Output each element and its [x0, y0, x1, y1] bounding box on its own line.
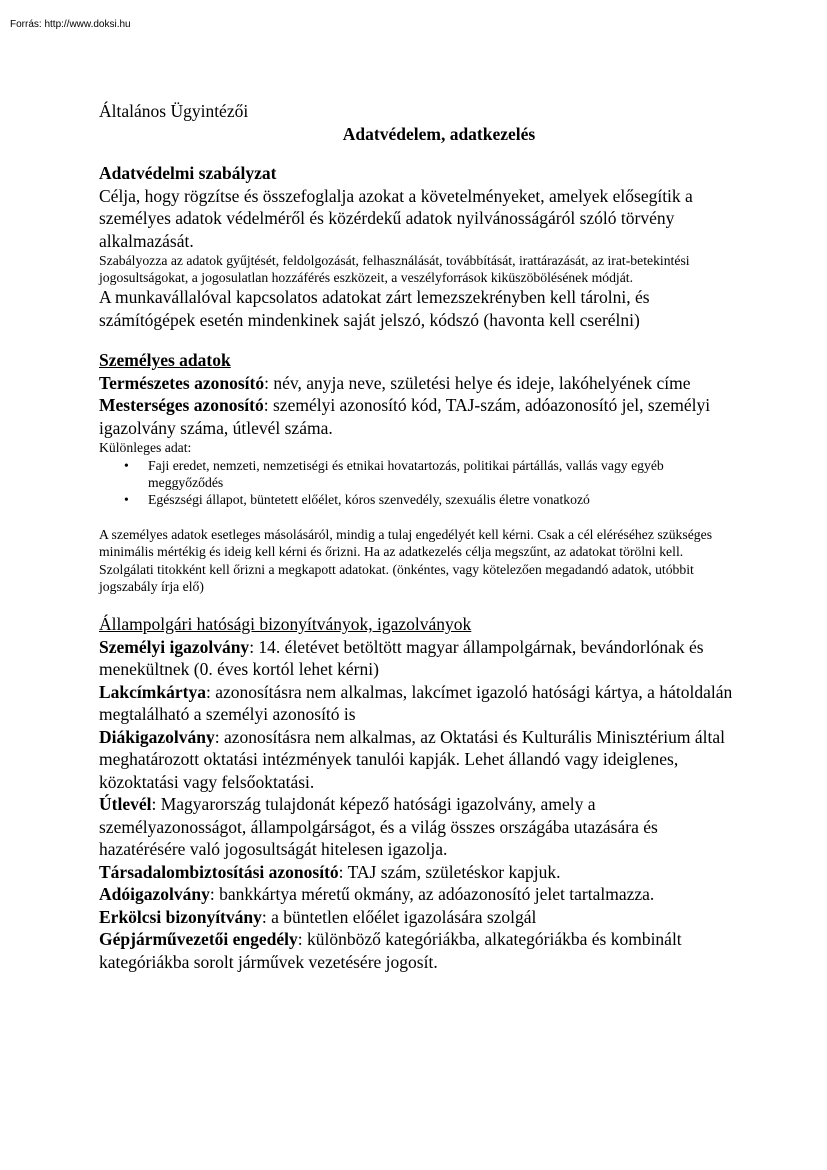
definition-term: Lakcímkártya [99, 681, 206, 702]
definition-item [99, 793, 739, 861]
privacy-policy-storage: A munkavállalóval kapcsolatos adatokat zárt lemezszekrényben kell tárolni, és számítógépek esetén mindenkinek saját jelszó, kódszó (havonta kell cserélni) [99, 287, 650, 330]
definition-term: Útlevél [99, 794, 152, 815]
bullet-icon: • [124, 492, 129, 508]
list-item [99, 457, 739, 491]
definition-desc: : TAJ szám, születéskor kapjuk. [338, 861, 561, 882]
definition-item [99, 906, 739, 929]
special-data-label: Különleges adat: [99, 440, 192, 456]
section-heading-personal-data: Személyes adatok [99, 350, 231, 371]
definition-term: Gépjárművezetői engedély [99, 929, 298, 950]
source-label: Forrás: http://www.doksi.hu [10, 19, 131, 30]
definition-desc: : azonosításra nem alkalmas, az Oktatási és Kulturális Minisztérium által meghatározott oktatási intézmények tanulói kapják. Lehet állandó vagy ideiglenes, közoktatási vagy felsőoktatási. [99, 726, 725, 792]
definition-desc: : Magyarország tulajdonát képező hatósági igazolvány, amely a személyazonosságot, állampolgárságot, és a világ összes országába utazására és hazatérésére való jogosultságát hitelesen igazolja. [99, 794, 658, 860]
document-header: Általános Ügyintézői [99, 101, 249, 121]
privacy-policy-purpose: Célja, hogy rögzítse és összefoglalja azokat a követelményeket, amelyek elősegítik a személyes adatok védelméről és közérdekű adatok nyilvánosságáról szóló törvény alkalmazását. [99, 185, 693, 251]
natural-identifier-desc: : név, anyja neve, születési helye és ideje, lakóhelyének címe [264, 372, 691, 393]
personal-data-note: A személyes adatok esetleges másolásáról, mindig a tulaj engedélyét kell kérni. Csak a cél eléréséhez szükséges minimális mértékig és ideig kell kérni és őrizni. Ha az adatkezelés célja megszűnt, az adatokat törölni kell. Szolgálati titokként kell őrizni a megkapott adatokat. (önkéntes, vagy kötelezően megadandó adatok, utóbbit jogszabály írja elő) [99, 527, 713, 594]
section-heading-certificates: Állampolgári hatósági bizonyítványok, igazolványok [99, 614, 472, 635]
document-page [99, 100, 739, 973]
artificial-identifier-desc: : személyi azonosító kód, TAJ-szám, adóazonosító jel, személyi igazolvány száma, útlevél száma. [99, 395, 711, 438]
definition-desc: : különböző kategóriákba, alkategóriákba és kombinált kategóriákba sorolt járművek vezetésére jogosít. [99, 929, 682, 972]
page-title: Adatvédelem, adatkezelés [342, 123, 536, 144]
definition-item [99, 681, 739, 726]
natural-identifier [99, 372, 739, 395]
definition-item [99, 928, 739, 973]
definition-desc: : a büntetlen előélet igazolására szolgál [261, 906, 537, 927]
definition-term: Személyi igazolvány [99, 636, 250, 657]
artificial-identifier [99, 394, 739, 439]
definition-item [99, 636, 739, 681]
definition-term: Adóigazolvány [99, 884, 210, 905]
bullet-icon: • [124, 457, 129, 473]
definition-desc: : azonosításra nem alkalmas, lakcímet igazoló hatósági kártya, a hátoldalán megtalálható a személyi azonosító is [99, 681, 733, 725]
definition-item [99, 883, 739, 906]
section-heading-privacy-policy: Adatvédelmi szabályzat [99, 163, 277, 183]
list-item-text: Egészségi állapot, büntetett előélet, kóros szenvedély, szexuális életre vonatkozó [148, 492, 590, 508]
definition-term: Diákigazolvány [99, 726, 215, 747]
list-item [99, 491, 739, 508]
list-item-text: Faji eredet, nemzeti, nemzetiségi és etnikai hovatartozás, politikai pártállás, vallás vagy egyéb meggyőződés [148, 457, 664, 490]
privacy-policy-scope: Szabályozza az adatok gyűjtését, feldolgozását, felhasználását, továbbítását, irattárazását, az irat-betekintési jogosultságokat, a jogosulatlan hozzáférés eszközeit, a veszélyforrások kiküszöbölésének módját. [99, 253, 690, 286]
natural-identifier-term: Természetes azonosító [99, 372, 265, 393]
special-data-list [99, 457, 739, 509]
artificial-identifier-term: Mesterséges azonosító [99, 395, 264, 416]
definition-item [99, 861, 739, 884]
definition-term: Erkölcsi bizonyítvány [99, 906, 262, 927]
definition-term: Társadalombiztosítási azonosító [99, 861, 339, 882]
definition-desc: : bankkártya méretű okmány, az adóazonosító jelet tartalmazza. [209, 884, 655, 905]
definition-item [99, 726, 739, 794]
definition-desc: : 14. életévet betöltött magyar állampolgárnak, bevándorlónak és menekültnek (0. éves kortól lehet kérni) [99, 636, 704, 680]
